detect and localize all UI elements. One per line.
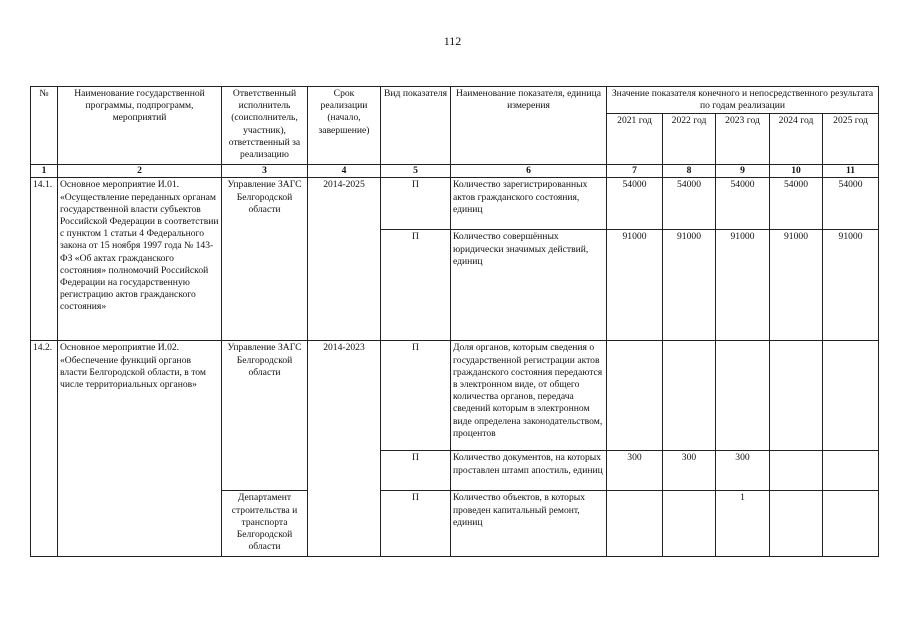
value-2023: 91000 (716, 230, 770, 341)
header-year-2021: 2021 год (607, 114, 663, 165)
value-2025: 91000 (823, 230, 879, 341)
column-number: 3 (222, 165, 308, 178)
header-year-2022: 2022 год (663, 114, 716, 165)
indicator-type: П (381, 451, 451, 491)
column-number: 4 (308, 165, 381, 178)
column-number: 10 (770, 165, 823, 178)
header-executor: Ответственный исполнитель (соисполнитель, участник), ответственный за реализацию (222, 87, 308, 165)
column-number: 9 (716, 165, 770, 178)
page-number: 112 (443, 34, 462, 48)
value-2023: 1 (716, 491, 770, 557)
value-2021: 91000 (607, 230, 663, 341)
indicator-name: Количество зарегистрированных актов гражданского состояния, единиц (451, 178, 607, 230)
header-indicator: Наименование показателя, единица измерения (451, 87, 607, 165)
column-number: 5 (381, 165, 451, 178)
indicator-name: Количество объектов, в которых проведен капитальный ремонт, единиц (451, 491, 607, 557)
executor: Управление ЗАГС Белгородской области (222, 178, 308, 341)
column-numbers-row (31, 165, 879, 178)
value-2023: 54000 (716, 178, 770, 230)
header-year-2025: 2025 год (823, 114, 879, 165)
indicator-type: П (381, 341, 451, 451)
column-number: 8 (663, 165, 716, 178)
indicator-name: Количество документов, на которых проставлен штамп апостиль, единиц (451, 451, 607, 491)
value-2025: 54000 (823, 178, 879, 230)
value-2021: 300 (607, 451, 663, 491)
activity-name: Основное мероприятие И.02. «Обеспечение функций органов власти Белгородской области, в том числе территориальных органов» (58, 341, 222, 557)
table-row (31, 178, 879, 230)
indicator-type: П (381, 491, 451, 557)
value-2025 (823, 451, 879, 491)
value-2021 (607, 491, 663, 557)
value-2022 (663, 341, 716, 451)
header-value-group: Значение показателя конечного и непосредственного результата по годам реализации (607, 87, 879, 114)
value-2024 (770, 341, 823, 451)
header-row (31, 87, 879, 114)
value-2022: 91000 (663, 230, 716, 341)
row-number: 14.1. (31, 178, 58, 341)
period: 2014-2025 (308, 178, 381, 341)
value-2021 (607, 341, 663, 451)
column-number: 7 (607, 165, 663, 178)
value-2021: 54000 (607, 178, 663, 230)
indicator-name: Количество совершённых юридически значимых действий, единиц (451, 230, 607, 341)
header-year-2023: 2023 год (716, 114, 770, 165)
value-2024 (770, 491, 823, 557)
value-2022 (663, 491, 716, 557)
header-year-2024: 2024 год (770, 114, 823, 165)
column-number: 2 (58, 165, 222, 178)
column-number: 1 (31, 165, 58, 178)
activity-name: Основное мероприятие И.01. «Осуществление переданных органам государственной власти субъектов Российской Федерации в соответствии с пунктом 1 статьи 4 Федерального закона от 15 ноября 1997 года № 143-ФЗ «Об актах гражданского состояния» полномочий Российской Федерации на государственную регистрацию актов гражданского состояния» (58, 178, 222, 341)
header-no: № (31, 87, 58, 165)
value-2024: 54000 (770, 178, 823, 230)
header-type: Вид показателя (381, 87, 451, 165)
column-number: 6 (451, 165, 607, 178)
value-2024 (770, 451, 823, 491)
column-number: 11 (823, 165, 879, 178)
value-2023 (716, 341, 770, 451)
header-period: Срок реализации (начало, завершение) (308, 87, 381, 165)
indicators-table (30, 86, 879, 557)
indicator-type: П (381, 230, 451, 341)
table-row (31, 341, 879, 451)
value-2022: 54000 (663, 178, 716, 230)
indicator-type: П (381, 178, 451, 230)
value-2023: 300 (716, 451, 770, 491)
value-2025 (823, 341, 879, 451)
value-2024: 91000 (770, 230, 823, 341)
executor: Департамент строительства и транспорта Белгородской области (222, 491, 308, 557)
period: 2014-2023 (308, 341, 381, 557)
row-number: 14.2. (31, 341, 58, 557)
header-name: Наименование государственной программы, подпрограмм, мероприятий (58, 87, 222, 165)
value-2022: 300 (663, 451, 716, 491)
value-2025 (823, 491, 879, 557)
indicator-name: Доля органов, которым сведения о государственной регистрации актов гражданского состояния передаются в электронном виде, от общего количества органов, передача сведений которым в электронном виде определена законодательством, процентов (451, 341, 607, 451)
executor: Управление ЗАГС Белгородской области (222, 341, 308, 491)
